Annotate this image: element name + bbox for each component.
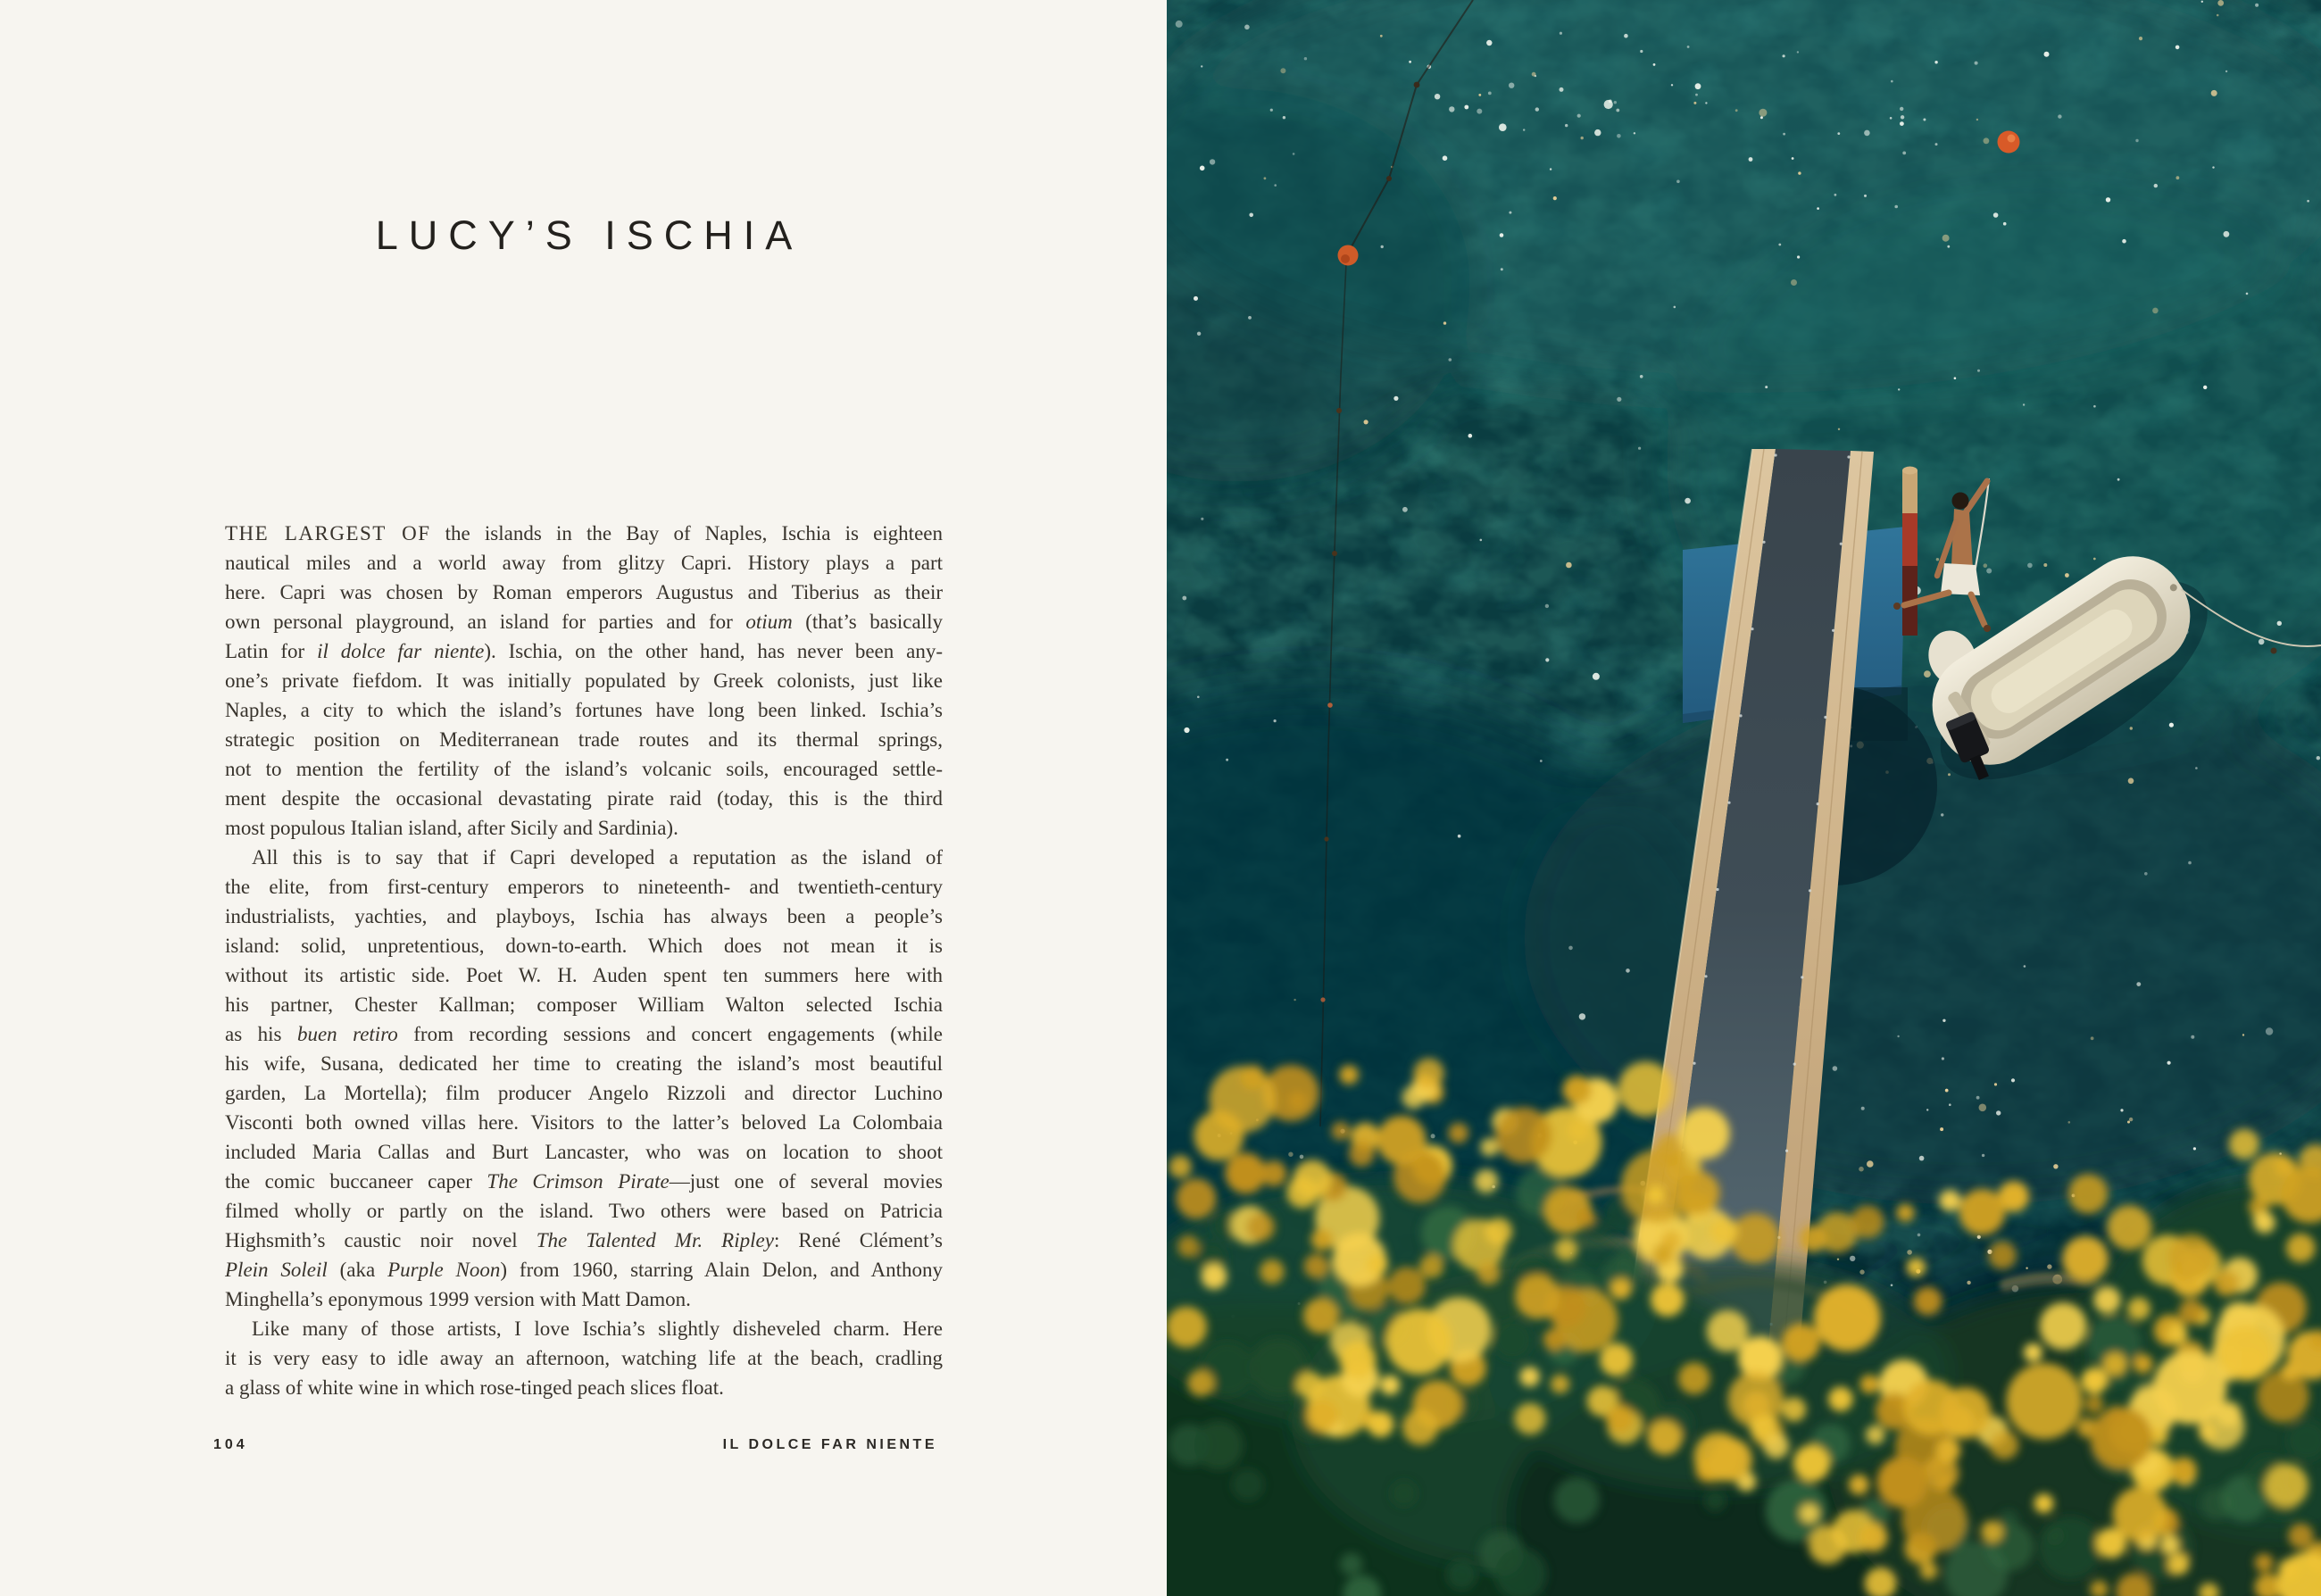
text-line: Visconti both owned villas here. Visitors to the latter’s beloved La Colombaia xyxy=(225,1111,943,1134)
text-line: ment despite the occasional devastating pirate raid (today, this is the third xyxy=(225,787,943,810)
text-line: island: solid, unpretentious, down-to-earth. Which does not mean it is xyxy=(225,935,943,957)
text-line: Highsmith’s caustic noir novel The Talented Mr. Ripley: René Clément’s xyxy=(225,1229,944,1251)
text-line: here. Capri was chosen by Roman emperors Augustus and Tiberius as their xyxy=(225,581,943,603)
text-line: industrialists, yachties, and playboys, Ischia has always been a people’s xyxy=(225,905,943,927)
striped-pole xyxy=(1902,467,1918,636)
person-head xyxy=(1952,493,1969,510)
text-line: his wife, Susana, dedicated her time to creating the island’s most beautiful xyxy=(225,1052,943,1075)
text-line: garden, La Mortella); film producer Angelo Rizzoli and director Luchino xyxy=(225,1082,943,1104)
text-line: Latin for il dolce far niente). Ischia, on the other hand, has never been any- xyxy=(225,640,943,662)
text-line: one’s private fiefdom. It was initially populated by Greek colonists, just like xyxy=(225,669,943,692)
photo-page xyxy=(1167,0,2321,1596)
running-footer: IL DOLCE FAR NIENTE xyxy=(722,1437,937,1452)
text-line: it is very easy to idle away an afternoon, watching life at the beach, cradling xyxy=(225,1347,943,1369)
text-line: Minghella’s eponymous 1999 version with Matt Damon. xyxy=(225,1288,691,1310)
text-line: filmed wholly or partly on the island. Two others were based on Patricia xyxy=(225,1200,943,1222)
text-line: most populous Italian island, after Sicily and Sardinia). xyxy=(225,817,678,839)
sea-jetty-photo xyxy=(1167,0,2321,1596)
text-line: as his buen retiro from recording sessions and concert engagements (while xyxy=(225,1023,943,1045)
body-text xyxy=(225,519,943,1402)
text-line: without its artistic side. Poet W. H. Auden spent ten summers here with xyxy=(225,964,943,986)
text-line: Naples, a city to which the island’s fortunes have long been linked. Ischia’s xyxy=(225,699,943,721)
text-line: not to mention the fertility of the island’s volcanic soils, encouraged settle- xyxy=(225,758,943,780)
text-line: Like many of those artists, I love Ischia’s slightly disheveled charm. Here xyxy=(252,1318,943,1340)
text-line: included Maria Callas and Burt Lancaster, who was on location to shoot xyxy=(225,1141,943,1163)
text-line: the comic buccaneer caper The Crimson Pirate—just one of several movies xyxy=(225,1170,943,1193)
orange-ball-buoy xyxy=(1998,131,2020,154)
text-line: THE LARGEST OF the islands in the Bay of Naples, Ischia is eighteen xyxy=(225,522,943,544)
text-line: the elite, from first-century emperors to nineteenth- and twentieth-century xyxy=(225,876,943,898)
text-line: strategic position on Mediterranean trade routes and its thermal springs, xyxy=(225,728,943,751)
text-line: his partner, Chester Kallman; composer William Walton selected Ischia xyxy=(225,993,943,1016)
page-number: 104 xyxy=(213,1437,248,1452)
text-line: own personal playground, an island for parties and for otium (that’s basically xyxy=(225,611,943,633)
text-line: Plein Soleil (aka Purple Noon) from 1960, starring Alain Delon, and Anthony xyxy=(225,1259,943,1281)
text-line: a glass of white wine in which rose-tinged peach slices float. xyxy=(225,1376,724,1399)
text-line: nautical miles and a world away from glitzy Capri. History plays a part xyxy=(225,552,943,574)
chapter-title: LUCY’S ISCHIA xyxy=(375,212,803,258)
text-line: All this is to say that if Capri developed a reputation as the island of xyxy=(252,846,943,869)
person-torso xyxy=(1951,509,1973,569)
